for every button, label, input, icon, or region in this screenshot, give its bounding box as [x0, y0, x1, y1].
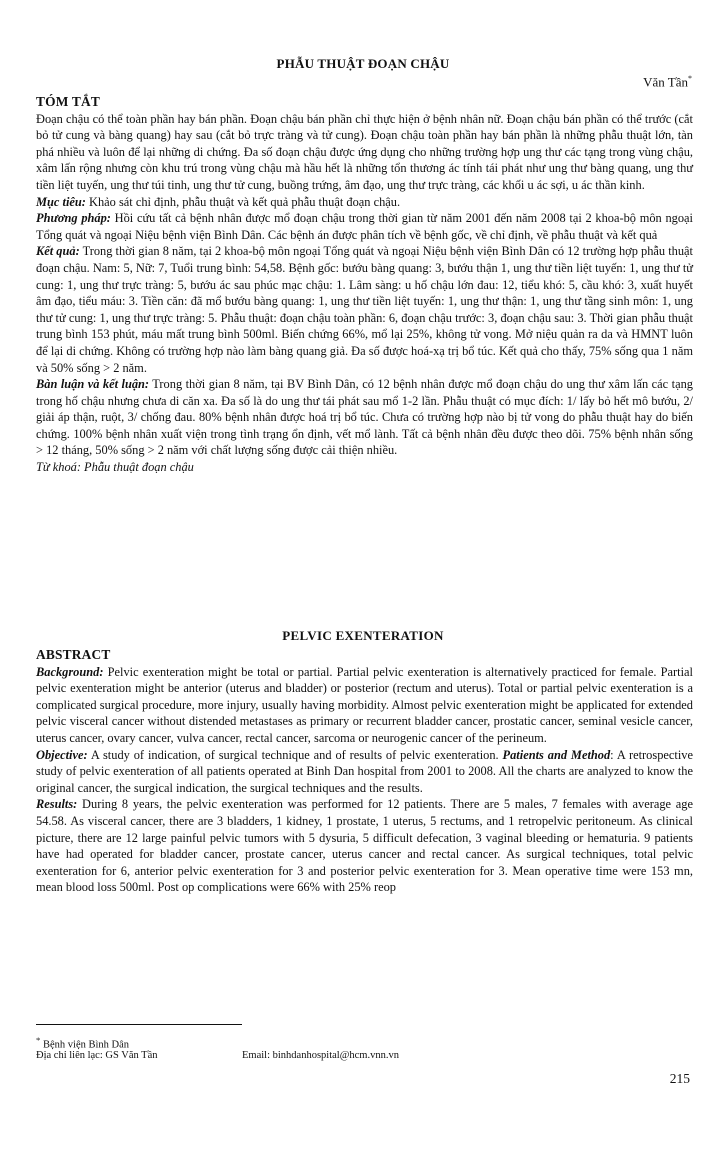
tomtat-intro: Đoạn chậu có thể toàn phần hay bán phần. Đoạn chậu bán phần chỉ thực hiện ở bệnh nhân nữ. Đoạn chậu bán phần có thể trước (cắt bỏ tử cung và bàng quang) hay sau (cắt bỏ trực tràng và tử cung). Đoạn chậu toàn phần hay bán phần là những phẫu thuật lớn, tàn phá nhiều và luôn để lại những di chứng. Đa số đoạn chậu được ứng dụng cho những trường hợp ung thư các tạng trong vùng chậu, xâm lấn rộng nhưng còn khu trú trong vùng chậu mà hầu hết là những tổn thương ác tính tái phát như ung thư bàng quang, ung thư tiền liệt tuyến, ung thư túi tinh, ung thư tử cung, buồng trứng, âm đạo, ung thư trực tràng, các khối u ác sợi, u ác thần kinh. — [36, 111, 693, 192]
author-name — [643, 74, 692, 90]
banluan-text: Trong thời gian 8 năm, tại BV Bình Dân, có 12 bệnh nhân được mổ đoạn chậu do ung thư xâm lấn các tạng trong hố chậu nhưng chưa di căn xa. Đa số là do ung thư tái phát sau mổ 1-2 lần. Phẫu thuật có mục đích: 1/ lấy bỏ hết mô bướu, 2/ giải áp thận, ruột, 3/ chống đau. 80% bệnh nhân được hoá trị bổ túc. Chưa có trường hợp nào bị tử vong do phẫu thuật hay do biến chứng. 100% bệnh nhân xuất viện trong tình trạng ổn định, vết mổ lành. Tất cả bệnh nhân đều được theo dõi. 75% bệnh nhân sống > 12 tháng, 50% sống > 2 năm với chất lượng sống được cải thiện nhiều. — [36, 377, 693, 458]
vietnamese-abstract — [36, 94, 693, 476]
page-number: 215 — [669, 1071, 690, 1086]
results-label: Results: — [36, 797, 78, 812]
results-paragraph — [36, 796, 693, 896]
ketqua-text: Trong thời gian 8 năm, tại 2 khoa-bộ môn ngoại Tổng quát và ngoại Niệu bệnh viện Bình Dân có 12 trường hợp phẫu thuật đoạn chậu. Nam: 5, Nữ: 7, Tuổi trung bình: 54,58. Bệnh gốc: bướu bàng quang: 3, bướu thận 1, ung thư tiền liệt tuyến: 1, ung thư tử cung: 1, ung thư trực tràng: 5, bướu ác sau phúc mạc chậu: 1. Lâm sàng: u hố chậu lớn đau: 12, tiểu khó: 5, cầu khó: 3, xuất huyết âm đạo, tiểu máu: 3. Tiền căn: đã mổ bướu bàng quang: 1, ung thư tiền liệt tuyến: 1, ung thư thận: 1, ung thư tầng sinh môn: 1, ung thư tử cung: 1, ung thư trực tràng: 5. Phẫu thuật: đoạn chậu toàn phần: 6, đoạn chậu trước: 3, đoạn chậu sau: 3. Thời gian phẫu thuật trung bình 153 phút, máu mất trung bình 500ml. Biến chứng 66%, mổ lại 25%, không tử vong. Mở niệu quản ra da và HMNT luôn để lại di chứng. Không có trường hợp nào làm bàng quang giả. Đa số được hoá-xạ trị bổ túc. Kết quả cho thấy, 75% sống qua 1 năm và 50% sống > 2 năm. — [36, 244, 693, 375]
methods-label: Patients and Method — [502, 747, 611, 762]
phuongphap-paragraph — [36, 210, 693, 243]
author-footnote-mark: * — [688, 74, 692, 83]
author-text: Văn Tần — [643, 74, 688, 90]
tukhoa-keywords: Từ khoá: Phẫu thuật đoạn chậu — [36, 460, 194, 475]
english-abstract — [36, 647, 693, 896]
objective-label: Objective: — [36, 747, 88, 762]
background-label: Background: — [36, 664, 104, 679]
muctieu-text: Khảo sát chỉ định, phẫu thuật và kết quả phẫu thuật đoạn chậu. — [85, 194, 401, 209]
abstract-heading: ABSTRACT — [36, 647, 111, 662]
ketqua-paragraph — [36, 243, 693, 376]
muctieu-paragraph — [36, 194, 693, 211]
banluan-label: Bàn luận và kết luận: — [36, 377, 150, 392]
phuongphap-text: Hồi cứu tất cả bệnh nhân được mổ đoạn chậu trong thời gian từ năm 2001 đến năm 2008 tại 2 khoa-bộ môn ngoại Tổng quát và ngoại Niệu bệnh viện Bình Dân. Các bệnh án được phân tích về bệnh gốc, về chỉ định, về phẫu thuật và kết quả — [36, 211, 693, 242]
footnote-contact — [36, 1049, 476, 1062]
footnote-divider — [36, 1024, 242, 1025]
objective-paragraph — [36, 747, 693, 797]
background-text: Pelvic exenteration might be total or partial. Partial pelvic exenteration is alternatively practiced for female. Partial pelvic exenteration might be anterior (uterus and bladder) or posterior (rectum and uterus). Total or partial pelvic exenteration is a complicated surgical procedure, more injury, usually having morbidity. Almost pelvic exenteration might be applicated for extended pelvic visceral cancer without distended metastases as primary or recurrent bladder cancer, prostatic cancer, seminal vesicle cancer, uterus cancer, ovary cancer, vulva cancer, rectal cancer, sarcoma or neurogenic cancer of the perineum. — [36, 664, 693, 745]
footnote-mark: * — [36, 1035, 41, 1045]
objective-text: A study of indication, of surgical technique and of results of pelvic exenteration. — [87, 747, 503, 762]
contact-text: Địa chỉ liên lạc: GS Văn Tần — [36, 1050, 158, 1061]
page-title-vietnamese: PHẪU THUẬT ĐOẠN CHẬU — [276, 56, 450, 71]
tomtat-heading: TÓM TẮT — [36, 94, 101, 109]
methods-text: : A retrospective study of pelvic exenteration of all patients operated at Binh Dan hospital from 2001 to 2008. All the charts are analyzed to know the original cancer, the surgical indication, the surgical techniques and the results. — [36, 747, 693, 795]
results-text: During 8 years, the pelvic exenteration was performed for 12 patients. There are 5 males, 7 females with average age 54.58. As visceral cancer, there are 3 bladders, 1 kidney, 1 prostate, 1 uterus, 5 rectums, and 1 retropelvic peritoneum. As clinical picture, there are 12 large painful pelvic tumors with 5 dysuria, 5 difficult defecation, 3 vaginal bleeding or hematuria. 9 patients have had operated for bladder cancer, prostate cancer, uterus cancer and rectal cancer. As surgical techniques, total pelvic exenteration for 6, anterior pelvic exenteration for 3 and posterior pelvic exenteration for 3. Mean operative time were 153 mn, mean blood loss 500ml. Post op complications were 66% with 25% reop — [36, 797, 693, 895]
banluan-paragraph — [36, 376, 693, 459]
contact-email: Email: binhdanhospital@hcm.vnn.vn — [242, 1050, 399, 1061]
footnote-hospital-text: Bệnh viện Bình Dân — [43, 1039, 130, 1051]
english-title: PELVIC EXENTERATION — [282, 628, 444, 643]
phuongphap-label: Phương pháp: — [36, 211, 111, 226]
background-paragraph — [36, 664, 693, 747]
ketqua-label: Kết quả: — [36, 244, 80, 259]
muctieu-label: Mục tiêu: — [36, 194, 86, 209]
